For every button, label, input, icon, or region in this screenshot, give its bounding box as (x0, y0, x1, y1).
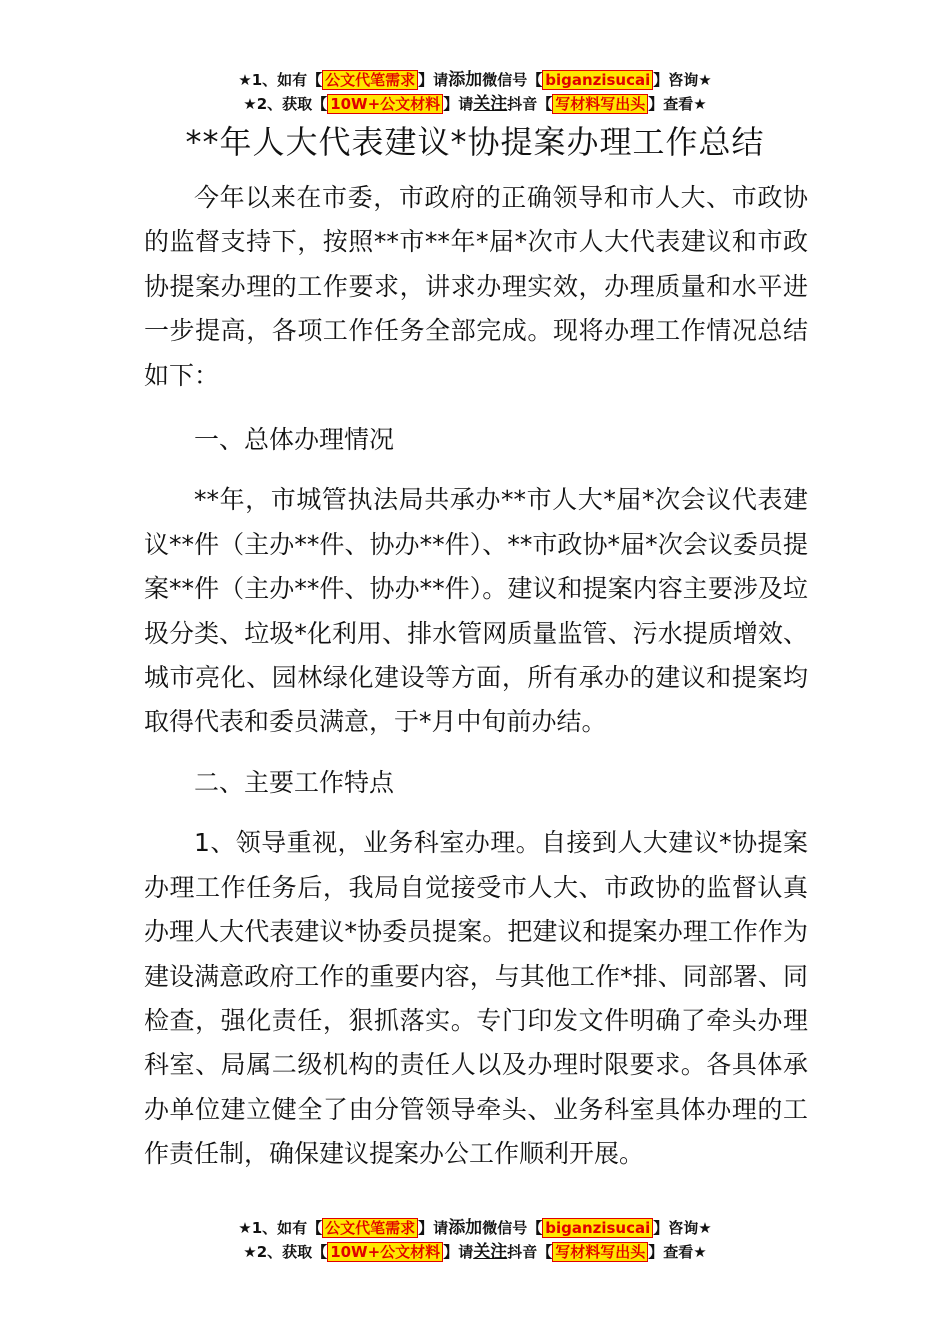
banner-line-2: ★2、获取【 10W+公文材料 】请关注抖音【 写材料写出头 】查看★ (243, 94, 707, 114)
section-2-item-1: 1、领导重视，业务科室办理。自接到人大建议*协提案办理工作任务后，我局自觉接受市人大、市政协的监督认真办理人大代表建议*协委员提案。把建议和提案办理工作作为建设满意政府工作的重要内容，与其他工作*排、同部署、同检查，强化责任，狠抓落实。专门印发文件明确了牵头办理科室、局属二级机构的责任人以及办理时限要求。各具体承办单位建立健全了由分管领导牵头、业务科室具体办理的工作责任制，确保建议提案办公工作顺利开展。 (144, 828, 808, 1169)
highlight-douyin-id: 写材料写出头 (552, 1242, 648, 1262)
banner-line-2: ★2、获取【 10W+公文材料 】请关注抖音【 写材料写出头 】查看★ (243, 1242, 707, 1262)
highlight-douyin-id: 写材料写出头 (552, 94, 648, 114)
section-1-paragraph: **年，市城管执法局共承办**市人大*届*次会议代表建议**件（主办**件、协办**件）、**市政协*届*次会议委员提案**件（主办**件、协办**件）。建议和提案内容主要涉及垃圾分类、垃圾*化利用、排水管网质量监管、污水提质增效、城市亮化、园林绿化建设等方面，所有承办的建议和提案均取得代表和委员满意，于*月中旬前办结。 (144, 485, 808, 737)
document-title: **年人大代表建议*协提案办理工作总结 (185, 123, 765, 161)
highlight-service: 公文代笔需求 (322, 1218, 418, 1238)
document-body (144, 176, 808, 1177)
bottom-banner (0, 1216, 950, 1264)
section-2-heading: 二、主要工作特点 (194, 767, 395, 797)
top-banner (0, 68, 950, 116)
highlight-wechat-id: biganzisucai (542, 70, 653, 90)
banner-line-1: ★1、如有【 公文代笔需求 】请添加微信号【 biganzisucai 】咨询★ (238, 70, 712, 90)
highlight-wechat-id: biganzisucai (542, 1218, 653, 1238)
intro-paragraph: 今年以来在市委，市政府的正确领导和市人大、市政协的监督支持下，按照**市**年*届*次市人大代表建议和市政协提案办理的工作要求，讲求办理实效，办理质量和水平进一步提高，各项工作任务全部完成。现将办理工作情况总结如下： (144, 183, 808, 390)
highlight-materials: 10W+公文材料 (327, 1242, 443, 1262)
highlight-service: 公文代笔需求 (322, 70, 418, 90)
section-1-heading: 一、总体办理情况 (194, 425, 395, 455)
highlight-materials: 10W+公文材料 (327, 94, 443, 114)
banner-line-1: ★1、如有【 公文代笔需求 】请添加微信号【 biganzisucai 】咨询★ (238, 1218, 712, 1238)
